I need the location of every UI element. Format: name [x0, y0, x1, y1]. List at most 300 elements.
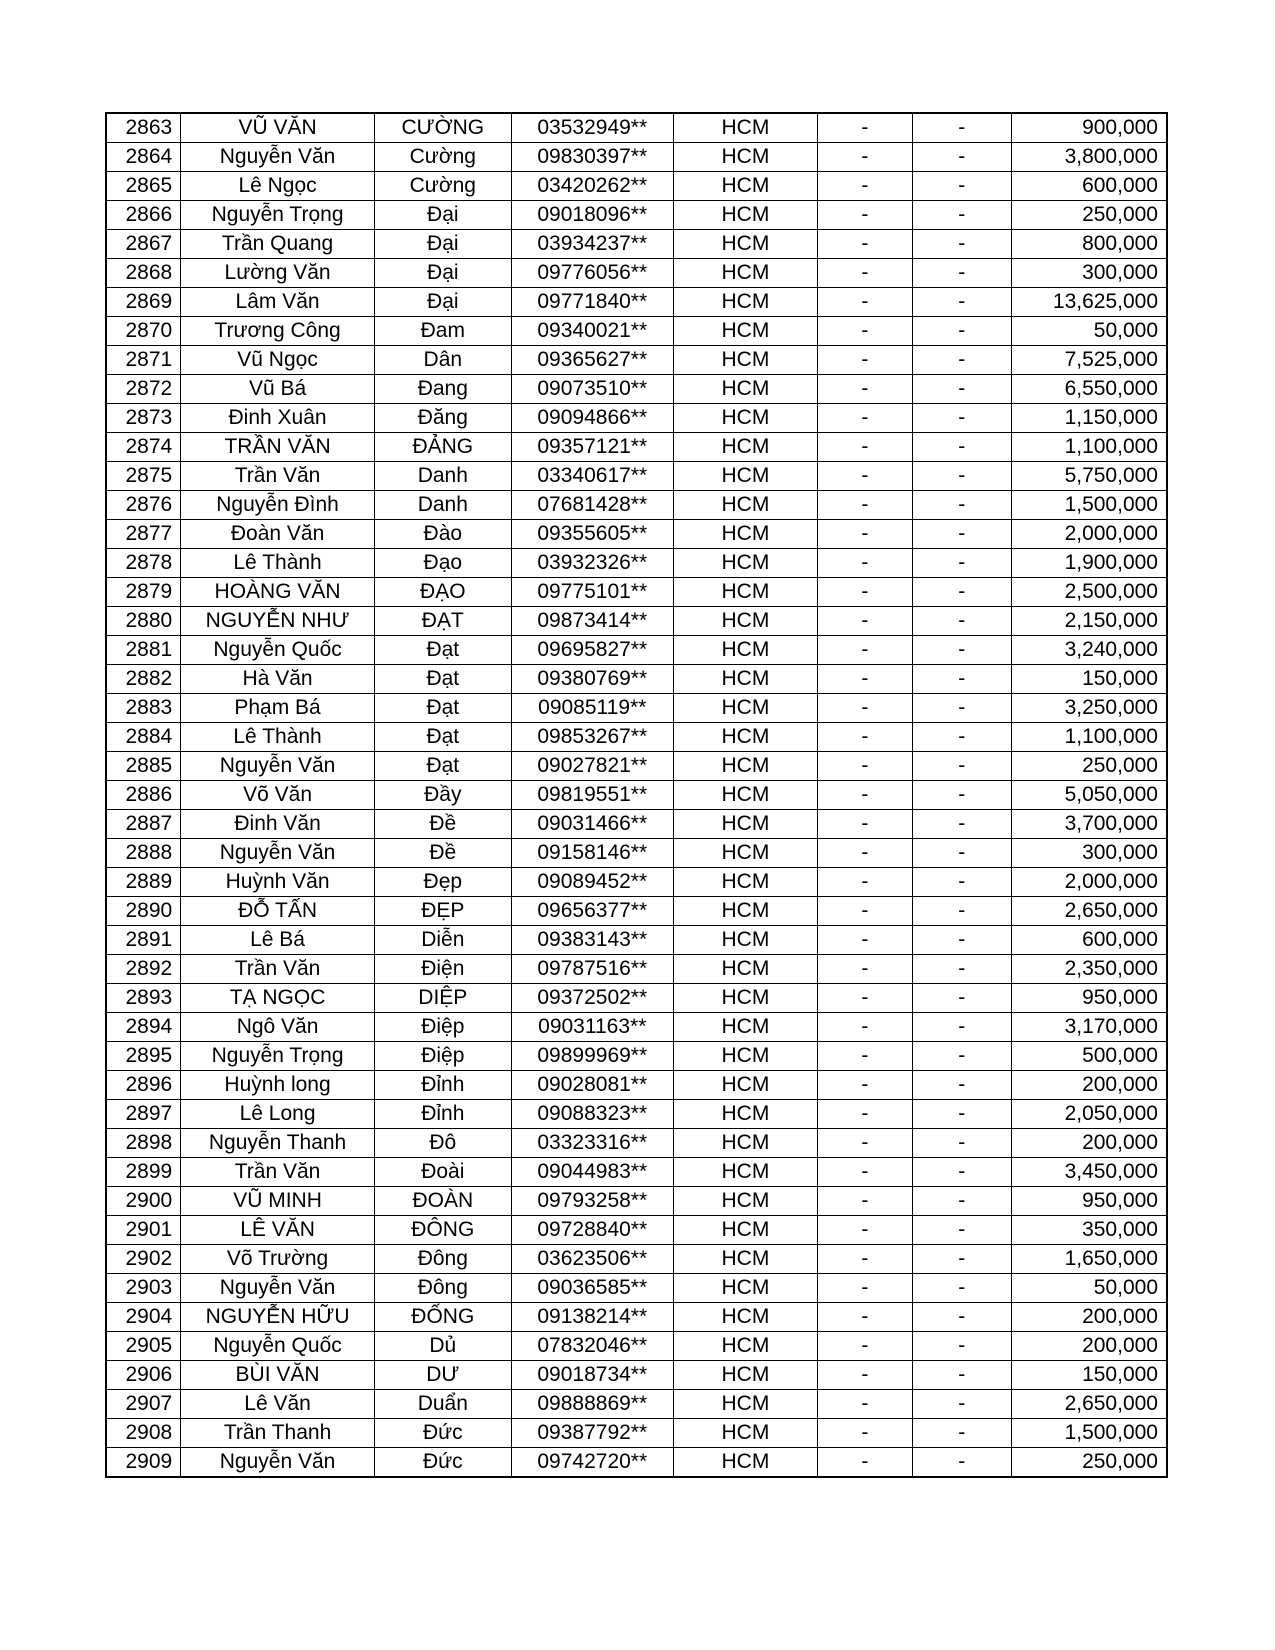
phone-cell: 09088323** — [511, 1100, 673, 1129]
dash-cell: - — [818, 1245, 913, 1274]
table-row — [106, 752, 1167, 781]
city-cell: HCM — [673, 955, 817, 984]
dash-cell: - — [912, 723, 1011, 752]
phone-cell: 09036585** — [511, 1274, 673, 1303]
given-name-cell: Cường — [374, 172, 511, 201]
dash-cell: - — [912, 549, 1011, 578]
phone-cell: 03532949** — [511, 113, 673, 143]
table-row — [106, 1158, 1167, 1187]
surname-cell: Nguyễn Thanh — [181, 1129, 375, 1158]
surname-cell: Lê Bá — [181, 926, 375, 955]
phone-cell: 09899969** — [511, 1042, 673, 1071]
phone-cell: 09387792** — [511, 1419, 673, 1448]
dash-cell: - — [912, 404, 1011, 433]
surname-cell: Đinh Văn — [181, 810, 375, 839]
table-row — [106, 433, 1167, 462]
row-number: 2904 — [106, 1303, 181, 1332]
dash-cell: - — [818, 1187, 913, 1216]
amount-cell: 50,000 — [1011, 1274, 1167, 1303]
dash-cell: - — [818, 1303, 913, 1332]
city-cell: HCM — [673, 404, 817, 433]
surname-cell: Nguyễn Trọng — [181, 1042, 375, 1071]
amount-cell: 2,650,000 — [1011, 1390, 1167, 1419]
surname-cell: Nguyễn Văn — [181, 1274, 375, 1303]
given-name-cell: Đang — [374, 375, 511, 404]
dash-cell: - — [912, 1187, 1011, 1216]
city-cell: HCM — [673, 317, 817, 346]
row-number: 2867 — [106, 230, 181, 259]
surname-cell: BÙI VĂN — [181, 1361, 375, 1390]
dash-cell: - — [818, 317, 913, 346]
given-name-cell: Đề — [374, 810, 511, 839]
city-cell: HCM — [673, 433, 817, 462]
row-number: 2863 — [106, 113, 181, 143]
phone-cell: 09018096** — [511, 201, 673, 230]
phone-cell: 09830397** — [511, 143, 673, 172]
table-row — [106, 810, 1167, 839]
phone-cell: 09073510** — [511, 375, 673, 404]
table-row — [106, 549, 1167, 578]
city-cell: HCM — [673, 1448, 817, 1478]
table-row — [106, 346, 1167, 375]
dash-cell: - — [818, 230, 913, 259]
city-cell: HCM — [673, 839, 817, 868]
amount-cell: 3,250,000 — [1011, 694, 1167, 723]
dash-cell: - — [818, 1071, 913, 1100]
surname-cell: Lê Thành — [181, 549, 375, 578]
amount-cell: 5,050,000 — [1011, 781, 1167, 810]
amount-cell: 1,100,000 — [1011, 433, 1167, 462]
given-name-cell: Điện — [374, 955, 511, 984]
table-row — [106, 1361, 1167, 1390]
dash-cell: - — [818, 781, 913, 810]
phone-cell: 07681428** — [511, 491, 673, 520]
amount-cell: 50,000 — [1011, 317, 1167, 346]
dash-cell: - — [912, 694, 1011, 723]
city-cell: HCM — [673, 1071, 817, 1100]
dash-cell: - — [912, 1158, 1011, 1187]
row-number: 2891 — [106, 926, 181, 955]
given-name-cell: Đức — [374, 1419, 511, 1448]
table-row — [106, 926, 1167, 955]
dash-cell: - — [912, 1361, 1011, 1390]
dash-cell: - — [912, 1071, 1011, 1100]
phone-cell: 09380769** — [511, 665, 673, 694]
row-number: 2894 — [106, 1013, 181, 1042]
table-row — [106, 404, 1167, 433]
table-row — [106, 143, 1167, 172]
amount-cell: 2,000,000 — [1011, 520, 1167, 549]
given-name-cell: Điệp — [374, 1042, 511, 1071]
given-name-cell: Đam — [374, 317, 511, 346]
amount-cell: 3,800,000 — [1011, 143, 1167, 172]
dash-cell: - — [912, 926, 1011, 955]
surname-cell: Trần Quang — [181, 230, 375, 259]
city-cell: HCM — [673, 259, 817, 288]
city-cell: HCM — [673, 520, 817, 549]
phone-cell: 03623506** — [511, 1245, 673, 1274]
dash-cell: - — [818, 172, 913, 201]
surname-cell: TRẦN VĂN — [181, 433, 375, 462]
given-name-cell: Duẩn — [374, 1390, 511, 1419]
surname-cell: Nguyễn Văn — [181, 143, 375, 172]
row-number: 2880 — [106, 607, 181, 636]
dash-cell: - — [818, 520, 913, 549]
city-cell: HCM — [673, 1419, 817, 1448]
city-cell: HCM — [673, 346, 817, 375]
phone-cell: 09089452** — [511, 868, 673, 897]
amount-cell: 2,350,000 — [1011, 955, 1167, 984]
surname-cell: Phạm Bá — [181, 694, 375, 723]
city-cell: HCM — [673, 752, 817, 781]
phone-cell: 09018734** — [511, 1361, 673, 1390]
dash-cell: - — [912, 839, 1011, 868]
row-number: 2889 — [106, 868, 181, 897]
dash-cell: - — [818, 752, 913, 781]
dash-cell: - — [912, 868, 1011, 897]
dash-cell: - — [912, 113, 1011, 143]
dash-cell: - — [818, 1042, 913, 1071]
dash-cell: - — [912, 433, 1011, 462]
row-number: 2872 — [106, 375, 181, 404]
dash-cell: - — [818, 201, 913, 230]
amount-cell: 3,450,000 — [1011, 1158, 1167, 1187]
dash-cell: - — [912, 346, 1011, 375]
amount-cell: 200,000 — [1011, 1129, 1167, 1158]
given-name-cell: Đại — [374, 201, 511, 230]
amount-cell: 2,050,000 — [1011, 1100, 1167, 1129]
dash-cell: - — [818, 636, 913, 665]
given-name-cell: ĐÔNG — [374, 1216, 511, 1245]
surname-cell: Lâm Văn — [181, 288, 375, 317]
given-name-cell: ĐOÀN — [374, 1187, 511, 1216]
city-cell: HCM — [673, 1361, 817, 1390]
surname-cell: Lê Long — [181, 1100, 375, 1129]
surname-cell: Lê Văn — [181, 1390, 375, 1419]
amount-cell: 500,000 — [1011, 1042, 1167, 1071]
given-name-cell: Đỉnh — [374, 1071, 511, 1100]
dash-cell: - — [818, 462, 913, 491]
dash-cell: - — [818, 839, 913, 868]
dash-cell: - — [818, 143, 913, 172]
dash-cell: - — [818, 1013, 913, 1042]
amount-cell: 5,750,000 — [1011, 462, 1167, 491]
dash-cell: - — [912, 578, 1011, 607]
city-cell: HCM — [673, 201, 817, 230]
row-number: 2890 — [106, 897, 181, 926]
row-number: 2884 — [106, 723, 181, 752]
dash-cell: - — [912, 172, 1011, 201]
amount-cell: 1,650,000 — [1011, 1245, 1167, 1274]
given-name-cell: Danh — [374, 491, 511, 520]
surname-cell: Nguyễn Đình — [181, 491, 375, 520]
surname-cell: Vũ Ngọc — [181, 346, 375, 375]
row-number: 2882 — [106, 665, 181, 694]
phone-cell: 03323316** — [511, 1129, 673, 1158]
row-number: 2874 — [106, 433, 181, 462]
dash-cell: - — [912, 897, 1011, 926]
dash-cell: - — [818, 723, 913, 752]
table-row — [106, 1419, 1167, 1448]
given-name-cell: Đại — [374, 259, 511, 288]
amount-cell: 350,000 — [1011, 1216, 1167, 1245]
amount-cell: 950,000 — [1011, 1187, 1167, 1216]
phone-cell: 09728840** — [511, 1216, 673, 1245]
surname-cell: TẠ NGỌC — [181, 984, 375, 1013]
dash-cell: - — [912, 1042, 1011, 1071]
phone-cell: 09787516** — [511, 955, 673, 984]
amount-cell: 6,550,000 — [1011, 375, 1167, 404]
given-name-cell: Đỉnh — [374, 1100, 511, 1129]
phone-cell: 09031466** — [511, 810, 673, 839]
dash-cell: - — [912, 1129, 1011, 1158]
table-row — [106, 607, 1167, 636]
dash-cell: - — [818, 1129, 913, 1158]
dash-cell: - — [912, 1100, 1011, 1129]
phone-cell: 09742720** — [511, 1448, 673, 1478]
dash-cell: - — [818, 1448, 913, 1478]
surname-cell: Trần Thanh — [181, 1419, 375, 1448]
surname-cell: Nguyễn Văn — [181, 752, 375, 781]
given-name-cell: Đông — [374, 1274, 511, 1303]
surname-cell: Lường Văn — [181, 259, 375, 288]
amount-cell: 150,000 — [1011, 1361, 1167, 1390]
phone-cell: 09340021** — [511, 317, 673, 346]
dash-cell: - — [912, 201, 1011, 230]
phone-cell: 09776056** — [511, 259, 673, 288]
surname-cell: Nguyễn Văn — [181, 839, 375, 868]
row-number: 2907 — [106, 1390, 181, 1419]
given-name-cell: Đạt — [374, 694, 511, 723]
row-number: 2875 — [106, 462, 181, 491]
dash-cell: - — [818, 259, 913, 288]
dash-cell: - — [818, 578, 913, 607]
phone-cell: 03934237** — [511, 230, 673, 259]
phone-cell: 09357121** — [511, 433, 673, 462]
amount-cell: 13,625,000 — [1011, 288, 1167, 317]
row-number: 2897 — [106, 1100, 181, 1129]
amount-cell: 800,000 — [1011, 230, 1167, 259]
amount-cell: 1,500,000 — [1011, 491, 1167, 520]
phone-cell: 09094866** — [511, 404, 673, 433]
table-row — [106, 288, 1167, 317]
dash-cell: - — [912, 317, 1011, 346]
given-name-cell: Đại — [374, 230, 511, 259]
amount-cell: 1,900,000 — [1011, 549, 1167, 578]
city-cell: HCM — [673, 462, 817, 491]
amount-cell: 900,000 — [1011, 113, 1167, 143]
given-name-cell: Cường — [374, 143, 511, 172]
row-number: 2876 — [106, 491, 181, 520]
city-cell: HCM — [673, 1013, 817, 1042]
table-row — [106, 1042, 1167, 1071]
dash-cell: - — [912, 1303, 1011, 1332]
given-name-cell: Đầy — [374, 781, 511, 810]
table-row — [106, 723, 1167, 752]
table-row — [106, 1274, 1167, 1303]
amount-cell: 250,000 — [1011, 201, 1167, 230]
city-cell: HCM — [673, 984, 817, 1013]
dash-cell: - — [818, 810, 913, 839]
phone-cell: 09873414** — [511, 607, 673, 636]
row-number: 2870 — [106, 317, 181, 346]
dash-cell: - — [818, 1216, 913, 1245]
city-cell: HCM — [673, 781, 817, 810]
given-name-cell: ĐẸP — [374, 897, 511, 926]
dash-cell: - — [818, 1158, 913, 1187]
row-number: 2892 — [106, 955, 181, 984]
row-number: 2873 — [106, 404, 181, 433]
phone-cell: 09027821** — [511, 752, 673, 781]
surname-cell: Đinh Xuân — [181, 404, 375, 433]
table-row — [106, 636, 1167, 665]
amount-cell: 1,100,000 — [1011, 723, 1167, 752]
table-row — [106, 694, 1167, 723]
row-number: 2899 — [106, 1158, 181, 1187]
city-cell: HCM — [673, 897, 817, 926]
row-number: 2878 — [106, 549, 181, 578]
given-name-cell: ĐẢNG — [374, 433, 511, 462]
row-number: 2868 — [106, 259, 181, 288]
given-name-cell: Đạt — [374, 723, 511, 752]
phone-cell: 03932326** — [511, 549, 673, 578]
surname-cell: Võ Trường — [181, 1245, 375, 1274]
amount-cell: 200,000 — [1011, 1332, 1167, 1361]
surname-cell: Hà Văn — [181, 665, 375, 694]
city-cell: HCM — [673, 810, 817, 839]
city-cell: HCM — [673, 1100, 817, 1129]
row-number: 2885 — [106, 752, 181, 781]
dash-cell: - — [912, 1390, 1011, 1419]
table-row — [106, 201, 1167, 230]
row-number: 2905 — [106, 1332, 181, 1361]
dash-cell: - — [818, 694, 913, 723]
city-cell: HCM — [673, 1245, 817, 1274]
dash-cell: - — [818, 404, 913, 433]
row-number: 2881 — [106, 636, 181, 665]
given-name-cell: Dân — [374, 346, 511, 375]
city-cell: HCM — [673, 1390, 817, 1419]
amount-cell: 300,000 — [1011, 259, 1167, 288]
row-number: 2902 — [106, 1245, 181, 1274]
given-name-cell: Đạo — [374, 549, 511, 578]
row-number: 2906 — [106, 1361, 181, 1390]
dash-cell: - — [818, 1100, 913, 1129]
dash-cell: - — [818, 433, 913, 462]
surname-cell: VŨ VĂN — [181, 113, 375, 143]
surname-cell: Nguyễn Quốc — [181, 1332, 375, 1361]
row-number: 2900 — [106, 1187, 181, 1216]
surname-cell: Đoàn Văn — [181, 520, 375, 549]
given-name-cell: Danh — [374, 462, 511, 491]
dash-cell: - — [912, 491, 1011, 520]
dash-cell: - — [818, 346, 913, 375]
dash-cell: - — [912, 143, 1011, 172]
row-number: 2871 — [106, 346, 181, 375]
surname-cell: Trần Văn — [181, 462, 375, 491]
dash-cell: - — [912, 1216, 1011, 1245]
amount-cell: 250,000 — [1011, 1448, 1167, 1478]
phone-cell: 09383143** — [511, 926, 673, 955]
city-cell: HCM — [673, 607, 817, 636]
phone-cell: 09138214** — [511, 1303, 673, 1332]
city-cell: HCM — [673, 636, 817, 665]
amount-cell: 250,000 — [1011, 752, 1167, 781]
table-row — [106, 1245, 1167, 1274]
phone-cell: 09372502** — [511, 984, 673, 1013]
table-row — [106, 1303, 1167, 1332]
dash-cell: - — [818, 926, 913, 955]
dash-cell: - — [818, 1419, 913, 1448]
row-number: 2908 — [106, 1419, 181, 1448]
row-number: 2879 — [106, 578, 181, 607]
donor-table — [105, 112, 1168, 1478]
phone-cell: 09793258** — [511, 1187, 673, 1216]
row-number: 2864 — [106, 143, 181, 172]
given-name-cell: Dủ — [374, 1332, 511, 1361]
dash-cell: - — [818, 1361, 913, 1390]
table-row — [106, 172, 1167, 201]
amount-cell: 950,000 — [1011, 984, 1167, 1013]
surname-cell: Huỳnh long — [181, 1071, 375, 1100]
city-cell: HCM — [673, 230, 817, 259]
amount-cell: 200,000 — [1011, 1303, 1167, 1332]
given-name-cell: Đạt — [374, 636, 511, 665]
table-row — [106, 520, 1167, 549]
dash-cell: - — [912, 462, 1011, 491]
dash-cell: - — [912, 1448, 1011, 1478]
table-row — [106, 1100, 1167, 1129]
row-number: 2903 — [106, 1274, 181, 1303]
table-row — [106, 317, 1167, 346]
city-cell: HCM — [673, 1303, 817, 1332]
table-row — [106, 462, 1167, 491]
row-number: 2869 — [106, 288, 181, 317]
dash-cell: - — [912, 1013, 1011, 1042]
dash-cell: - — [818, 1390, 913, 1419]
dash-cell: - — [912, 955, 1011, 984]
table-row — [106, 781, 1167, 810]
surname-cell: ĐỖ TẤN — [181, 897, 375, 926]
dash-cell: - — [818, 607, 913, 636]
surname-cell: Võ Văn — [181, 781, 375, 810]
city-cell: HCM — [673, 375, 817, 404]
amount-cell: 3,240,000 — [1011, 636, 1167, 665]
phone-cell: 09775101** — [511, 578, 673, 607]
city-cell: HCM — [673, 143, 817, 172]
dash-cell: - — [912, 230, 1011, 259]
given-name-cell: Đô — [374, 1129, 511, 1158]
row-number: 2898 — [106, 1129, 181, 1158]
dash-cell: - — [912, 665, 1011, 694]
dash-cell: - — [818, 288, 913, 317]
row-number: 2866 — [106, 201, 181, 230]
city-cell: HCM — [673, 1216, 817, 1245]
row-number: 2888 — [106, 839, 181, 868]
table-row — [106, 665, 1167, 694]
surname-cell: Lê Ngọc — [181, 172, 375, 201]
row-number: 2893 — [106, 984, 181, 1013]
phone-cell: 03340617** — [511, 462, 673, 491]
given-name-cell: Đăng — [374, 404, 511, 433]
table-row — [106, 1187, 1167, 1216]
given-name-cell: ĐẠO — [374, 578, 511, 607]
table-row — [106, 1448, 1167, 1478]
phone-cell: 09819551** — [511, 781, 673, 810]
dash-cell: - — [912, 607, 1011, 636]
city-cell: HCM — [673, 665, 817, 694]
table-row — [106, 897, 1167, 926]
